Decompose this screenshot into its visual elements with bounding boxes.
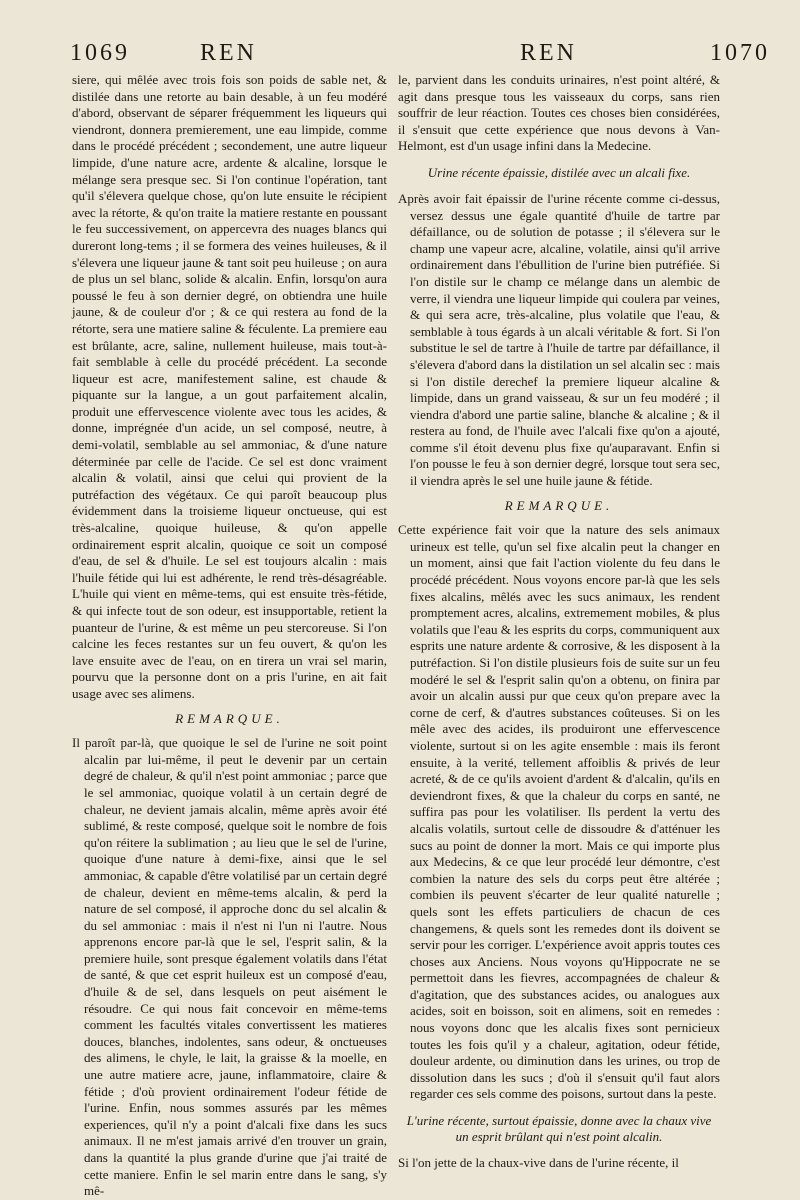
right-section-heading-2: L'urine récente, surtout épaissie, donne avec la chaux vive un esprit brûlant qui n'est point alcalin. [406,1113,712,1145]
right-paragraph-1: le, parvient dans les conduits urinaires, n'est point altéré, & agit dans presque tous les vaisseaux du corps, sans rien souffrir de leur réaction. Toutes ces choses bien considérées, il s'ensuit que cette expérience que nous devons à Van-Helmont, est d'un usage infini dans la Medecine. [398,72,720,154]
left-paragraph-2: Il paroît par-là, que quoique le sel de l'urine ne soit point alcalin par lui-même, il peut le devenir par un certain degré de chaleur, & qu'il n'est point ammoniac ; parce que le sel ammoniac, quoique volatil à un certain degré de chaleur, ne devient jamais alcalin, même après avoir été sublimé, & reste composé, quelque soit le nombre de fois qu'on réitere la sublimation ; au lieu que le sel de l'urine, quoique d'une nature à demi-fixe, ainsi que le sel ammoniac, & capable d'être volatilisé par un certain degré de chaleur, devient en même-tems alcalin, & perd la nature de sel composé, il approche donc du sel alcalin & du sel ammoniac : mais il n'est ni l'un ni l'autre. Nous apprenons encore par-là que le sel, l'esprit salin, & la premiere huile, sont presque également volatils dans l'état de santé, & que cet esprit huileux est un composé d'eau, d'huile & de sel, dans lesquels on peut aisément le résoudre. Ce qui nous fait concevoir en même-tems comment les facultés vitales convertissent les matieres douces, blanches, indolentes, sans odeur, & onctueuses des alimens, le chyle, le lait, la graisse & la moelle, en une autre matiere acre, jaune, inflammatoire, claire & fétide ; d'où provient ordinairement l'odeur fétide de l'urine. Enfin, nous sommes assurés par les mêmes experiences, qu'il n'y a point d'alcali fixe dans les sucs animaux. Il ne m'est jamais arrivé d'en trouver un grain, dans la quantité la plus grande d'urine que j'ai traité de cette maniere. Enfin le sel marin entre dans le sang, s'y mê- [72,735,388,1199]
page-number-right: 1070 [710,40,770,66]
running-head-left: REN [200,40,257,66]
page-number-left: 1069 [70,40,130,66]
right-remark-heading: REMARQUE. [504,497,614,513]
page-header [70,40,770,70]
left-paragraph-1: siere, qui mêlée avec trois fois son poids de sable net, & distilée dans une retorte au bain desable, à un feu modéré d'abord, observant de séparer fréquemment les liqueurs qui viendront, donnera premierement, une eau limpide, comme dans le procédé précédent ; secondement, une autre liqueur limpide, d'une nature acre, ardente & alcaline, lorsque le mélange sera presque sec. Si l'on continue l'opération, tant qu'il s'élevera quelque chose, qu'on lute ensuite le récipient avec la rétorte, & qu'on traite la matiere restante en poussant le feu successivement, on appercevra des nuages blancs qui dureront long-tems ; il se formera des veines huileuses, & il s'élevera une liqueur jaune & tant soit peu huileuse ; on aura de plus un sel blanc, solide & alcalin. Enfin, lorsqu'on aura poussé le feu à son dernier degré, on obtiendra une huile jaune, & de couleur d'or ; & ce qui restera au fond de la rétorte, sera une matiere saline & féculente. La premiere eau est brûlante, acre, saline, nullement huileuse, mais tout-à-fait semblable à celle du procédé précédent. La seconde liqueur est acre, manifestement saline, est chaude & piquante sur la langue, a un gout parfaitement alcalin, produit une effervescence violente avec tous les acides, & donne, imprégnée d'un acide, un sel composé, neutre, à demi-volatil, semblable au sel ammoniac, & d'une nature déterminée par celle de l'acide. Ce sel est donc vraiment alcalin & volatil, ainsi que celui qui provient de la putréfaction des végétaux. Ce qui paroît beaucoup plus évidemment dans la troisieme liqueur onctueuse, qui est très-alcaline, quoique huileuse, & qu'on appelle ordinairement esprit alcalin, quoique ce soit un composé d'eau, de sel & d'huile. Le sel est toujours alcalin : mais l'huile fétide qui lui est adhérente, le rend très-désagréable. L'huile qui vient en même-tems, qui est ensuite très-fétide, & qui infecte tout de son odeur, est insupportable, retient la puanteur de l'urine, & est même un peu stercoreuse. Si l'on calcine les feces restantes sur un feu ouvert, & qu'on les lave ensuite avec de l'eau, on en tirera un vrai sel marin, pourvu que la personne dont on a pris l'urine, en ait fait usage avec ses alimens. [72,72,387,701]
right-paragraph-3: Cette expérience fait voir que la nature des sels animaux urineux est telle, qu'un sel fixe alcalin peut la changer en un moment, ainsi que fait l'action violente du feu dans le procédé précédent. Nous voyons encore par-là que les sels fixes alcalins, mêlés avec les sucs animaux, les rendent promptement acres, alcalins, extremement mobiles, & plus volatils que l'eau & les esprits du corps, communiquent aux esprits une nature ardente & corrosive, & les disposent à la putréfaction. Si l'on distile plusieurs fois de suite sur un feu modéré le sel & l'esprit salin qu'on a obtenu, on finira par avoir un alcalin aussi pur que ceux qu'on prepare avec la corne de cerf, & d'autres substances coûteuses. Si on les mêle avec des acides, ils produiront une effervescence violente, surtout si on les agite ensemble : mais ils feront ensuite, à la verité, tellement affoiblis & privés de leur acreté, & de ce qu'ils avoient d'ardent & d'alcalin, qu'ils en deviendront fixes, & que la chaleur du corps en santé, ne suffira pas pour les volatiliser. Ils perdent la vertu des alcalis volatils, surtout celle de dissoudre & d'atténuer les sucs au point de donner la mort. Mais ce qui importe plus aux Medecins, & ce que leur procédé leur démontre, c'est combien la nature des sels du corps peut être altérée ; combien ils peuvent s'écarter de leur qualité naturelle ; quels sont les effets particuliers de chacun de ces changemens, & quels sont les remedes dont ils doivent se servir pour les corriger. L'expérience avoit appris toutes ces choses aux Anciens. Nous voyons qu'Hippocrate ne se permettoit dans les fievres, accompagnées de chaleur & d'agitation, que des substances acides, ou analogues aux acides, soit en boisson, soit en alimens, soit en remedes : nous voyons donc que les alcalis fixes sont pernicieux toutes les fois qu'il y a chaleur, agitation, odeur fétide, douleur ardente, ou diminution dans les urines, ou trop de dissolution dans les sucs ; d'où il s'ensuit qu'il faut alors regarder ces sels comme des poisons, surtout dans la peste. [398,522,720,1102]
running-head-right: REN [520,40,577,66]
right-paragraph-2: Après avoir fait épaissir de l'urine récente comme ci-dessus, versez dessus une égale quantité d'huile de tartre par défaillance, ou de solution de potasse ; il s'élevera sur le champ une vapeur acre, alcaline, volatile, ainsi qu'il arrive ordinairement dans l'ébullition de l'urine bien putréfiée. Si l'on distile sur le champ ce mélange dans un alembic de verre, il viendra une liqueur limpide qui coulera par veines, & qui sera acre, très-alcaline, plus volatile que l'eau, & semblable à tous égards à un alcali véritable & fort. Si l'on substitue le sel de tartre à l'huile de tartre par défaillance, il s'élevera d'abord dans la distilation un sel alcalin sec : mais si l'on distile derechef la premiere liqueur alcaline & limpide, dans un grand vaisseau, & sur un feu modéré ; il viendra d'abord une partie saline, blanche & alcaline ; & il restera au fond, de l'huile avec l'alcali fixe qu'on a ajouté, comme s'il étoit devenu plus fixe qu'auparavant. Enfin si l'on pousse le feu à son dernier degré, lorsque tout sera sec, il viendra après le sel une huile jaune & fétide. [398,190,720,489]
right-column [398,72,720,1171]
left-remark-heading: REMARQUE. [175,710,284,726]
left-column [72,72,388,1199]
right-paragraph-4: Si l'on jette de la chaux-vive dans de l'urine récente, il [398,1155,679,1171]
right-section-heading-1: Urine récente épaissie, distilée avec un alcali fixe. [427,164,691,180]
